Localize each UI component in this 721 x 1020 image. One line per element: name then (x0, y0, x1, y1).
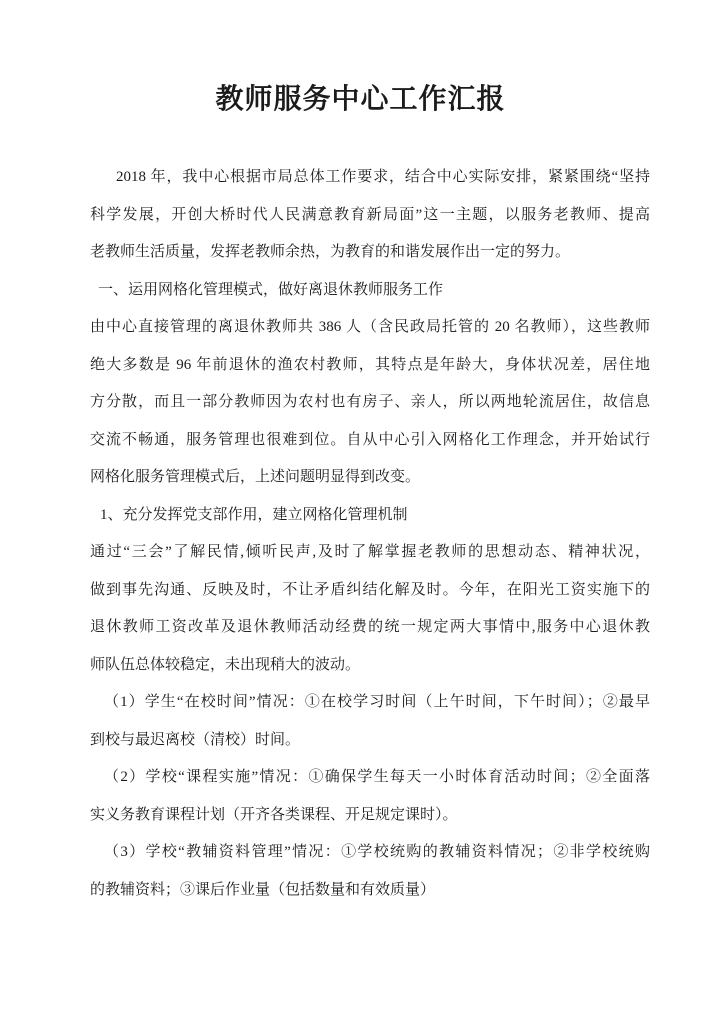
text-line: 的教辅资料；③课后作业量（包括数量和有效质量） (90, 881, 436, 898)
document-title: 教师服务中心工作汇报 (215, 84, 506, 115)
text-line: 1、充分发挥党支部作用，建立网格化管理机制 (100, 506, 408, 523)
text-line: 退休教师工资改革及退休教师活动经费的统一规定两大事情中,服务中心退休教 (90, 619, 650, 635)
text-line: 交流不畅通，服务管理也很难到位。自从中心引入网格化工作理念，并开始试行 (90, 431, 650, 448)
text-line: 方分散，而且一部分教师因为农村也有房子、亲人，所以两地轮流居住，故信息 (90, 394, 650, 410)
text-line: 老教师生活质量，发挥老教师余热，为教育的和谐发展作出一定的努力。 (90, 244, 571, 260)
text-line: 由中心直接管理的离退休教师共 386 人（含民政局托管的 20 名教师），这些教师 (90, 319, 650, 335)
text-line: 2018 年，我中心根据市局总体工作要求，结合中心实际安排，紧紧围绕“坚持 (116, 169, 650, 185)
text-line: 绝大多数是 96 年前退休的渔农村教师，其特点是年龄大，身体状况差，居住地 (90, 356, 650, 373)
text-line: 到校与最迟离校（清校）时间。 (90, 731, 301, 748)
text-line: 通过“三会”了解民情,倾听民声,及时了解掌握老教师的思想动态、精神状况， (90, 544, 650, 560)
text-line: （1）学生“在校时间”情况：①在校学习时间（上午时间，下午时间）；②最早 (104, 694, 650, 710)
text-line: 做到事先沟通、反映及时，不让矛盾纠结化解及时。今年，在阳光工资实施下的 (90, 581, 650, 598)
text-line: 网格化服务管理模式后，上述问题明显得到改变。 (90, 469, 421, 485)
text-line: （2）学校“课程实施”情况：①确保学生每天一小时体育活动时间；②全面落 (104, 769, 650, 785)
text-line: 实义务教育课程计划（开齐各类课程、开足规定课时）。 (90, 806, 458, 823)
text-line: 科学发展，开创大桥时代人民满意教育新局面”这一主题，以服务老教师、提高 (90, 206, 650, 223)
text-line: 一、运用网格化管理模式，做好离退休教师服务工作 (98, 281, 444, 298)
document-body (90, 159, 650, 909)
text-line: （3）学校“教辅资料管理”情况：①学校统购的教辅资料情况；②非学校统购 (104, 844, 650, 860)
text-line: 师队伍总体较稳定，未出现稍大的波动。 (90, 656, 361, 673)
